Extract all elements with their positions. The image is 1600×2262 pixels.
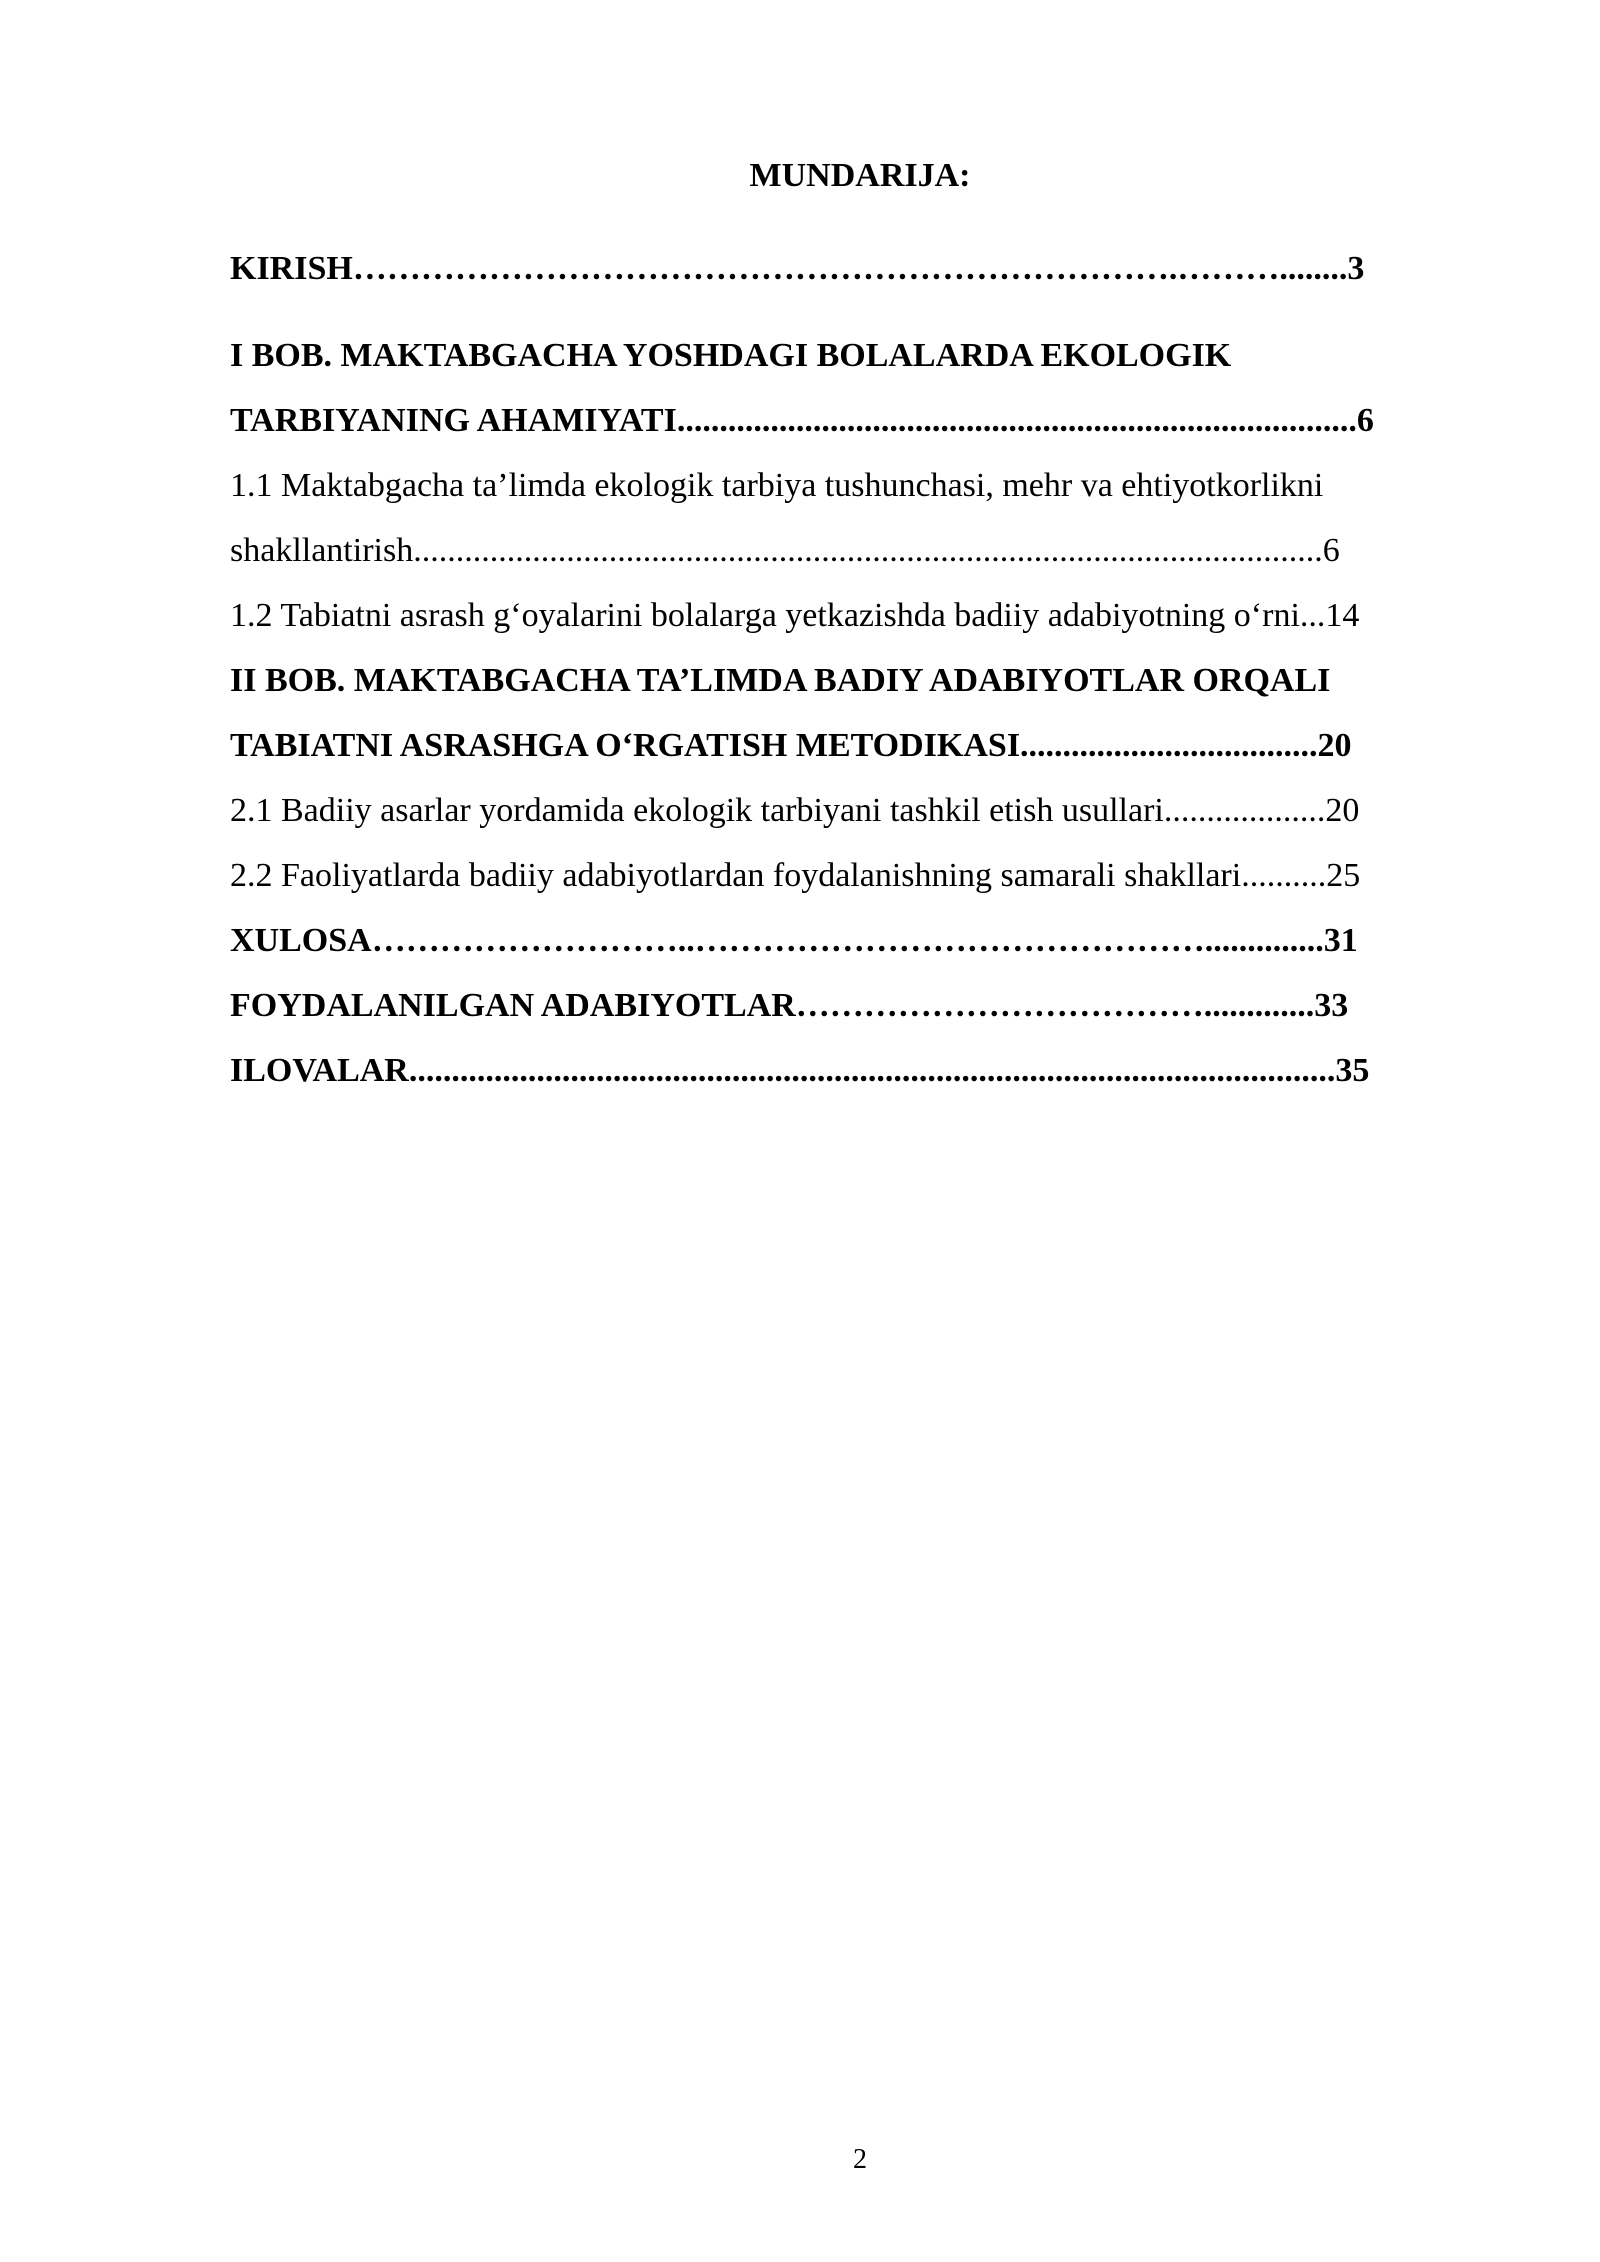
toc-entry-ilovalar: ILOVALAR.............................................................................................................35 xyxy=(230,1052,1370,1089)
toc-entry-kirish: KIRISH……………………………………………………………….………........3 xyxy=(230,250,1365,287)
toc-entry-chapter-1-line-1: I BOB. MAKTABGACHA YOSHDAGI BOLALARDA EKOLOGIK xyxy=(230,337,1232,374)
toc-entry-section-1-1-line-1: 1.1 Maktabgacha ta’limda ekologik tarbiya tushunchasi, mehr va ehtiyotkorlikni xyxy=(230,467,1324,504)
toc-entry-xulosa: XULOSA………………………..………………………………………..............31 xyxy=(230,922,1358,959)
toc-entry-chapter-2-line-2: TABIATNI ASRASHGA O‘RGATISH METODIKASI...................................20 xyxy=(230,727,1352,764)
toc-entry-section-2-2: 2.2 Faoliyatlarda badiiy adabiyotlardan foydalanishning samarali shakllari..........25 xyxy=(230,857,1361,894)
toc-entry-chapter-1-line-2: TARBIYANING AHAMIYATI................................................................................6 xyxy=(230,402,1374,439)
toc-entry-chapter-2-line-1: II BOB. MAKTABGACHA TA’LIMDA BADIY ADABIYOTLAR ORQALI xyxy=(230,662,1331,699)
toc-entry-foydalanilgan-adabiyotlar: FOYDALANILGAN ADABIYOTLAR……………………………….............33 xyxy=(230,987,1349,1024)
toc-entry-section-2-1: 2.1 Badiiy asarlar yordamida ekologik tarbiyani tashkil etish usullari...................20 xyxy=(230,792,1360,829)
toc-entry-section-1-2: 1.2 Tabiatni asrash g‘oyalarini bolalarga yetkazishda badiiy adabiyotning o‘rni...14 xyxy=(230,597,1360,634)
table-of-contents xyxy=(230,236,1490,1103)
page-number: 2 xyxy=(853,2144,867,2175)
toc-entry-section-1-1-line-2: shakllantirish...........................................................................................................6 xyxy=(230,532,1340,569)
toc-title: MUNDARIJA: xyxy=(749,157,971,194)
